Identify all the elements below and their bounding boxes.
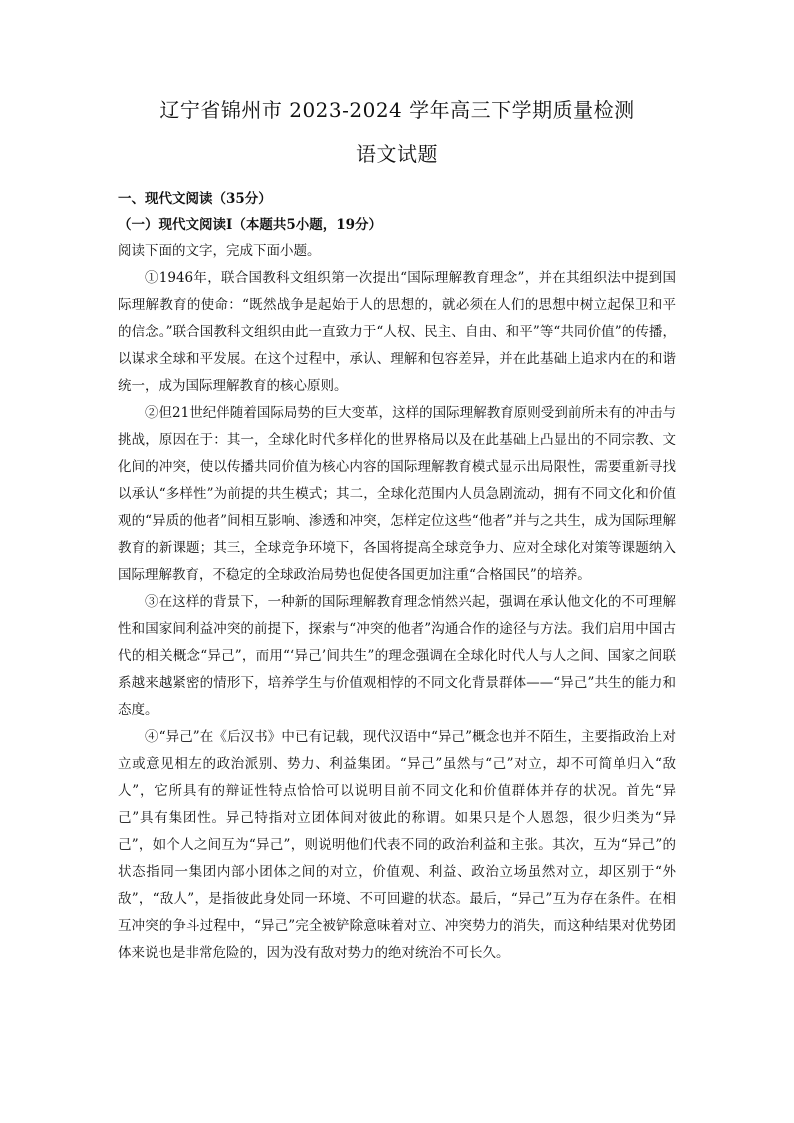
paragraph-2: ②但21世纪伴随着国际局势的巨大变革，这样的国际理解教育原则受到前所未有的冲击与挑战，原因在于：其一，全球化时代多样化的世界格局以及在此基础上凸显出的不同宗教、文化间的冲突，使以传播共同价值为核心内容的国际理解教育模式显示出局限性，需要重新寻找以承认“多样性”为前提的共生模式；其二，全球化范围内人员急剧流动，拥有不同文化和价值观的“异质的他者”间相互影响、渗透和冲突，怎样定位这些“他者”并与之共生，成为国际理解教育的新课题；其三，全球竞争环境下，各国将提高全球竞争力、应对全球化对策等课题纳入国际理解教育，不稳定的全球政治局势也促使各国更加注重“合格国民”的培养。 xyxy=(118,405,676,583)
section-heading: 一、现代文阅读（35分） xyxy=(118,191,272,207)
paragraph-3: ③在这样的背景下，一种新的国际理解教育理念悄然兴起，强调在承认他文化的不可理解性和国家间利益冲突的前提下，探索与“冲突的他者”沟通合作的途径与方法。我们启用中国古代的相关概念“异己”，而用“‘异己’间共生”的理念强调在全球化时代人与人之间、国家之间联系越来越紧密的情形下，培养学生与价值观相悖的不同文化背景群体——“异己”共生的能力和态度。 xyxy=(118,594,676,718)
paragraph-1: ①1946年，联合国教科文组织第一次提出“国际理解教育理念”，并在其组织法中提到国际理解教育的使命：“既然战争是起始于人的思想的，就必须在人们的思想中树立起保卫和平的信念。”联合国教科文组织由此一直致力于“人权、民主、自由、和平”等“共同价值”的传播，以谋求全球和平发展。在这个过程中，承认、理解和包容差异，并在此基础上追求内在的和谐统一，成为国际理解教育的核心原则。 xyxy=(118,270,676,394)
reading-instruction: 阅读下面的文字，完成下面小题。 xyxy=(118,243,321,259)
exam-title: 辽宁省锦州市 2023-2024 学年高三下学期质量检测 xyxy=(159,98,635,122)
exam-subject-title: 语文试题 xyxy=(356,142,438,166)
paragraph-4: ④“异己”在《后汉书》中已有记载，现代汉语中“异己”概念也并不陌生，主要指政治上对立或意见相左的政治派别、势力、利益集团。“异己”虽然与“己”对立，却不可简单归入“敌人”，它所具有的辩证性特点恰恰可以说明目前不同文化和价值群体并存的状况。首先“异己”具有集团性。异己特指对立团体间对彼此的称谓。如果只是个人恩怨，很少归类为“异己”，如个人之间互为“异己”，则说明他们代表不同的政治利益和主张。其次，互为“异己”的状态指同一集团内部小团体之间的对立，价值观、利益、政治立场虽然对立，却区别于“外敌”，“敌人”，是指彼此身处同一环境、不可回避的状态。最后，“异己”互为存在条件。在相互冲突的争斗过程中，“异己”完全被铲除意味着对立、冲突势力的消失，而这种结果对优势团体来说也是非常危险的，因为没有敌对势力的绝对统治不可长久。 xyxy=(118,729,676,961)
subsection-heading: （一）现代文阅读Ⅰ（本题共5小题，19分） xyxy=(118,217,382,233)
